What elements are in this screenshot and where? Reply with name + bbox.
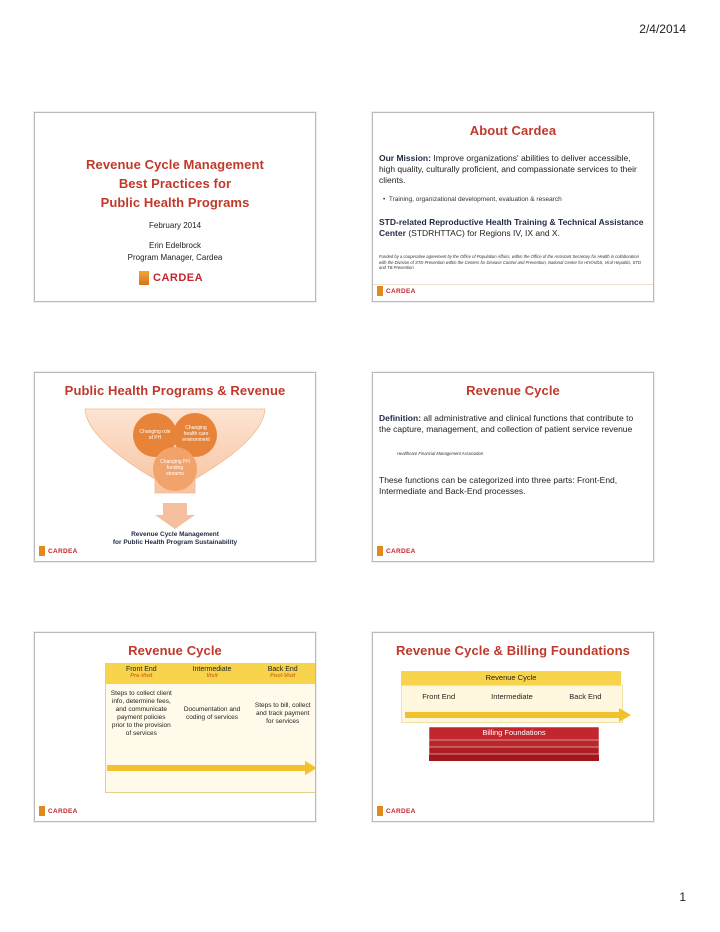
cardea-footer-icon — [39, 546, 45, 556]
slide-1-title-line2: Best Practices for — [118, 176, 232, 191]
slide-footer — [39, 805, 78, 817]
stage-front-end: Front End — [422, 692, 456, 701]
cardea-footer-icon — [377, 546, 383, 556]
funnel-caption-1: Revenue Cycle Management — [131, 531, 219, 538]
cardea-footer-icon — [39, 806, 45, 816]
col-front-end-sub: Pre-Visit — [130, 673, 153, 679]
center-block — [379, 217, 647, 239]
cardea-logo-icon — [139, 271, 149, 285]
cardea-footer-text: CARDEA — [386, 807, 416, 815]
definition-source: Healthcare Financial Management Association — [397, 451, 484, 456]
definition-text: all administrative and clinical functions that contribute to the capture, management, and collection of patient service revenue — [379, 413, 634, 434]
stage-arrow-bar — [405, 712, 621, 718]
definition-label: Definition: — [379, 413, 422, 423]
col-back-end-head: Back End — [267, 666, 298, 673]
presentation-date: February 2014 — [148, 221, 202, 230]
cardea-logo-text: CARDEA — [153, 272, 204, 284]
bullet-icon: • — [383, 196, 389, 203]
page-date: 2/4/2014 — [639, 22, 686, 36]
stage-arrow — [373, 633, 653, 821]
cardea-footer-text: CARDEA — [48, 807, 78, 815]
col-back-end-sub: Post-Visit — [270, 673, 296, 679]
col-intermediate-text: Documentation and coding of services — [183, 706, 241, 721]
mission-text: Improve organizations' abilities to deliver accessible, high quality, culturally proficient, and compassionate services to their clients. — [379, 153, 637, 185]
circle3-label: Changing PH funding streams — [160, 459, 190, 477]
slide-footer — [39, 545, 78, 557]
col-intermediate-head: Intermediate — [192, 666, 232, 673]
slide-2-title: About Cardea — [469, 123, 557, 138]
cycle-arrow — [35, 633, 315, 821]
definition-block — [379, 413, 647, 435]
mission-label: Our Mission: — [379, 153, 431, 163]
slide-1-title-line1: Revenue Cycle Management — [86, 157, 264, 172]
slide-1-title-line3: Public Health Programs — [100, 195, 250, 210]
slide-2-about — [372, 112, 654, 302]
col-front-end-head: Front End — [125, 666, 157, 673]
cycle-arrow-bar — [107, 765, 307, 771]
services-bullet-text: Training, organizational development, evaluation & research — [388, 196, 562, 203]
cardea-footer-text: CARDEA — [386, 287, 416, 295]
slide-1-title — [34, 112, 316, 302]
page-number: 1 — [679, 890, 686, 904]
slide-footer — [377, 805, 416, 817]
cardea-footer-icon — [377, 286, 383, 296]
categories-paragraph: These functions can be categorized into three parts: Front-End, Intermediate and Back-End processes. — [379, 475, 618, 496]
cardea-footer-text: CARDEA — [48, 547, 78, 555]
slide-5-revenue-cycle-table — [34, 632, 316, 822]
billing-foundations-label: Billing Foundations — [482, 728, 546, 737]
col-front-end-text: Steps to collect client info, determine fees, and communicate payment policies prior to the provision of services — [110, 690, 172, 737]
cardea-logo — [139, 271, 203, 285]
presenter-role: Program Manager, Cardea — [127, 253, 223, 262]
down-arrow — [155, 503, 195, 529]
slide-3-ph-revenue — [34, 372, 316, 562]
stage-intermediate: Intermediate — [491, 692, 533, 701]
circle2-label: Changing health care environment — [182, 425, 210, 443]
cardea-footer-icon — [377, 806, 383, 816]
slide-4-revenue-cycle — [372, 372, 654, 562]
slide-3-title: Public Health Programs & Revenue — [64, 383, 286, 398]
stage-back-end: Back End — [569, 692, 602, 701]
presenter-name: Erin Edelbrock — [148, 241, 202, 250]
mission-block — [379, 153, 647, 186]
center-label: STD-related Reproductive Health Training & Technical Assistance Center — [379, 217, 644, 238]
cycle-arrow-head — [305, 761, 315, 775]
col-back-end-text: Steps to bill, collect and track payment for services — [254, 702, 311, 725]
slide-4-title: Revenue Cycle — [466, 383, 560, 398]
circle1-label: Changing role of PH — [139, 429, 171, 441]
services-bullet — [383, 196, 645, 203]
slide-6-title: Revenue Cycle & Billing Foundations — [396, 643, 630, 658]
stage-arrow-head — [619, 708, 631, 722]
slide-5-title: Revenue Cycle — [128, 643, 222, 658]
center-abbrev: (STDRHTTAC) for Regions IV, IX and X. — [408, 228, 560, 238]
funding-note: Funded by a cooperative agreement by the Office of Population Affairs, within the Office of the Assistant Secretary for Health in collaboration with the Division of STD Prevention within the Centers for Disease Control and Prevention, National Center for HIV/AIDS, Viral Hepatitis, STD and TB Prevention — [379, 254, 641, 270]
funnel-caption-2: for Public Health Program Sustainability — [112, 539, 238, 546]
revenue-cycle-header: Revenue Cycle — [401, 671, 621, 685]
col-intermediate-sub: Visit — [206, 673, 218, 679]
slide-footer — [377, 545, 416, 557]
slide-footer — [377, 285, 416, 297]
slide-6-billing-foundations — [372, 632, 654, 822]
cardea-footer-text: CARDEA — [386, 547, 416, 555]
